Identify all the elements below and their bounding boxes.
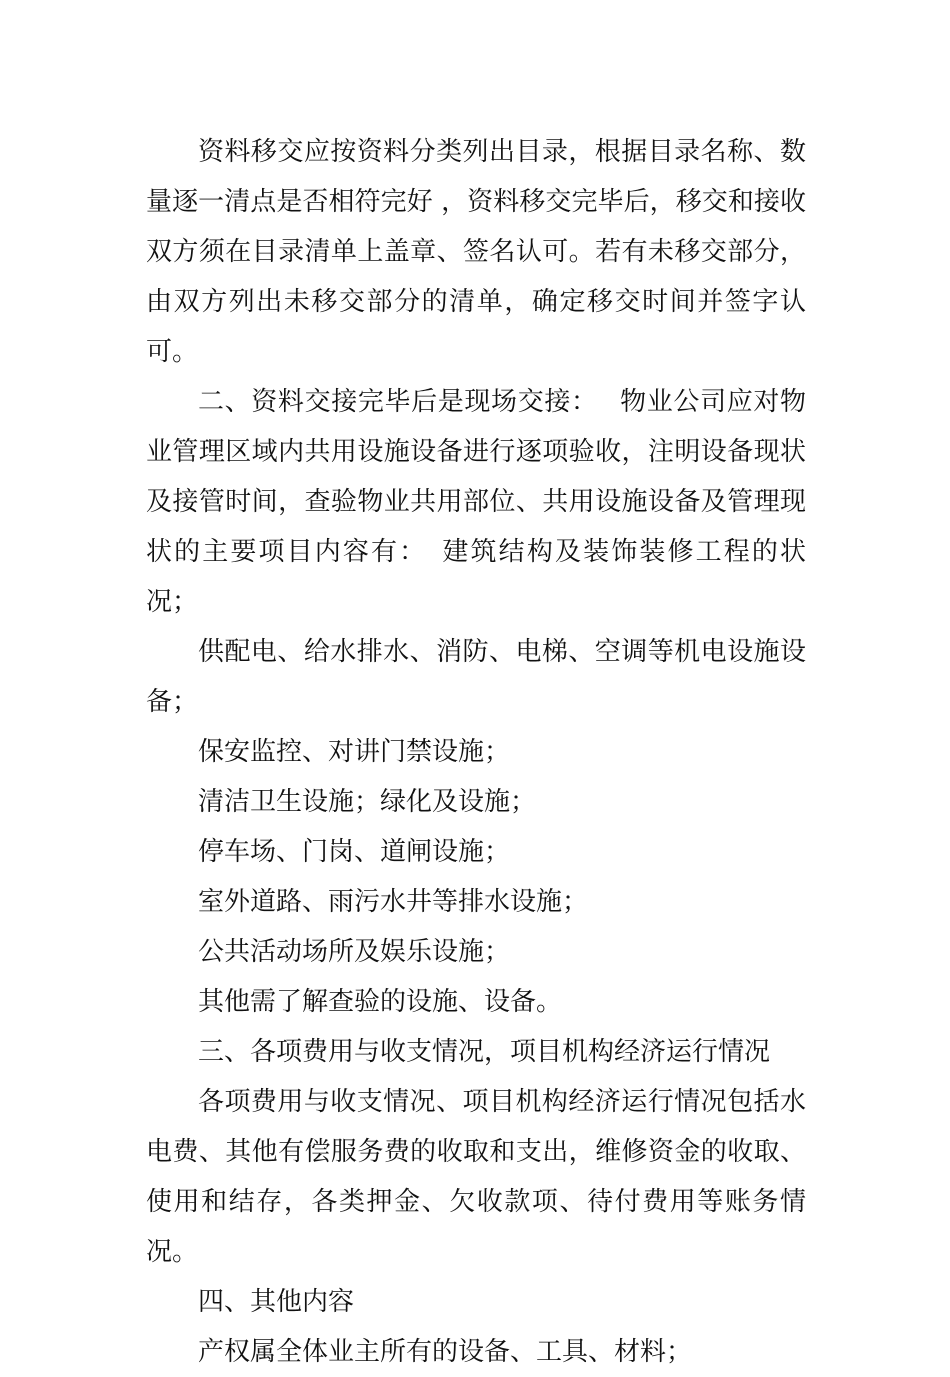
list-item-security-intercom: 保安监控、对讲门禁设施； <box>198 737 511 767</box>
document-body <box>146 127 806 1377</box>
list-item-owner-property: 产权属全体业主所有的设备、工具、材料； <box>198 1337 693 1367</box>
heading-section-4-other: 四、其他内容 <box>198 1287 355 1317</box>
heading-section-3-finances: 三、各项费用与收支情况，项目机构经济运行情况 <box>198 1037 771 1067</box>
list-item-other-facilities: 其他需了解查验的设施、设备。 <box>198 987 563 1017</box>
paragraph-archive-handover: 资料移交应按资料分类列出目录，根据目录名称、数量逐一清点是否相符完好 ，资料移交完毕后，移交和接收双方须在目录清单上盖章、签名认可。若有未移交部分，由双方列出未移交部分的清单，确定移交时间并签字认可。 <box>146 137 806 367</box>
list-item-roads-drainage: 室外道路、雨污水井等排水设施； <box>198 887 589 917</box>
list-item-cleaning-greening: 清洁卫生设施；绿化及设施； <box>198 787 537 817</box>
list-item-parking-gates: 停车场、门岗、道闸设施； <box>198 837 511 867</box>
list-item-power-water-fire: 供配电、给水排水、消防、电梯、空调等机电设施设备； <box>146 637 806 717</box>
paragraph-finances-detail: 各项费用与收支情况、项目机构经济运行情况包括水电费、其他有偿服务费的收取和支出，维修资金的收取、使用和结存，各类押金、欠收款项、待付费用等账务情况。 <box>146 1087 806 1267</box>
paragraph-section-2-site-handover: 二、资料交接完毕后是现场交接： 物业公司应对物业管理区域内共用设施设备进行逐项验收，注明设备现状及接管时间，查验物业共用部位、共用设施设备及管理现状的主要项目内容有： 建筑结构及装饰装修工程的状况； <box>146 387 806 617</box>
list-item-public-recreation: 公共活动场所及娱乐设施； <box>198 937 511 967</box>
